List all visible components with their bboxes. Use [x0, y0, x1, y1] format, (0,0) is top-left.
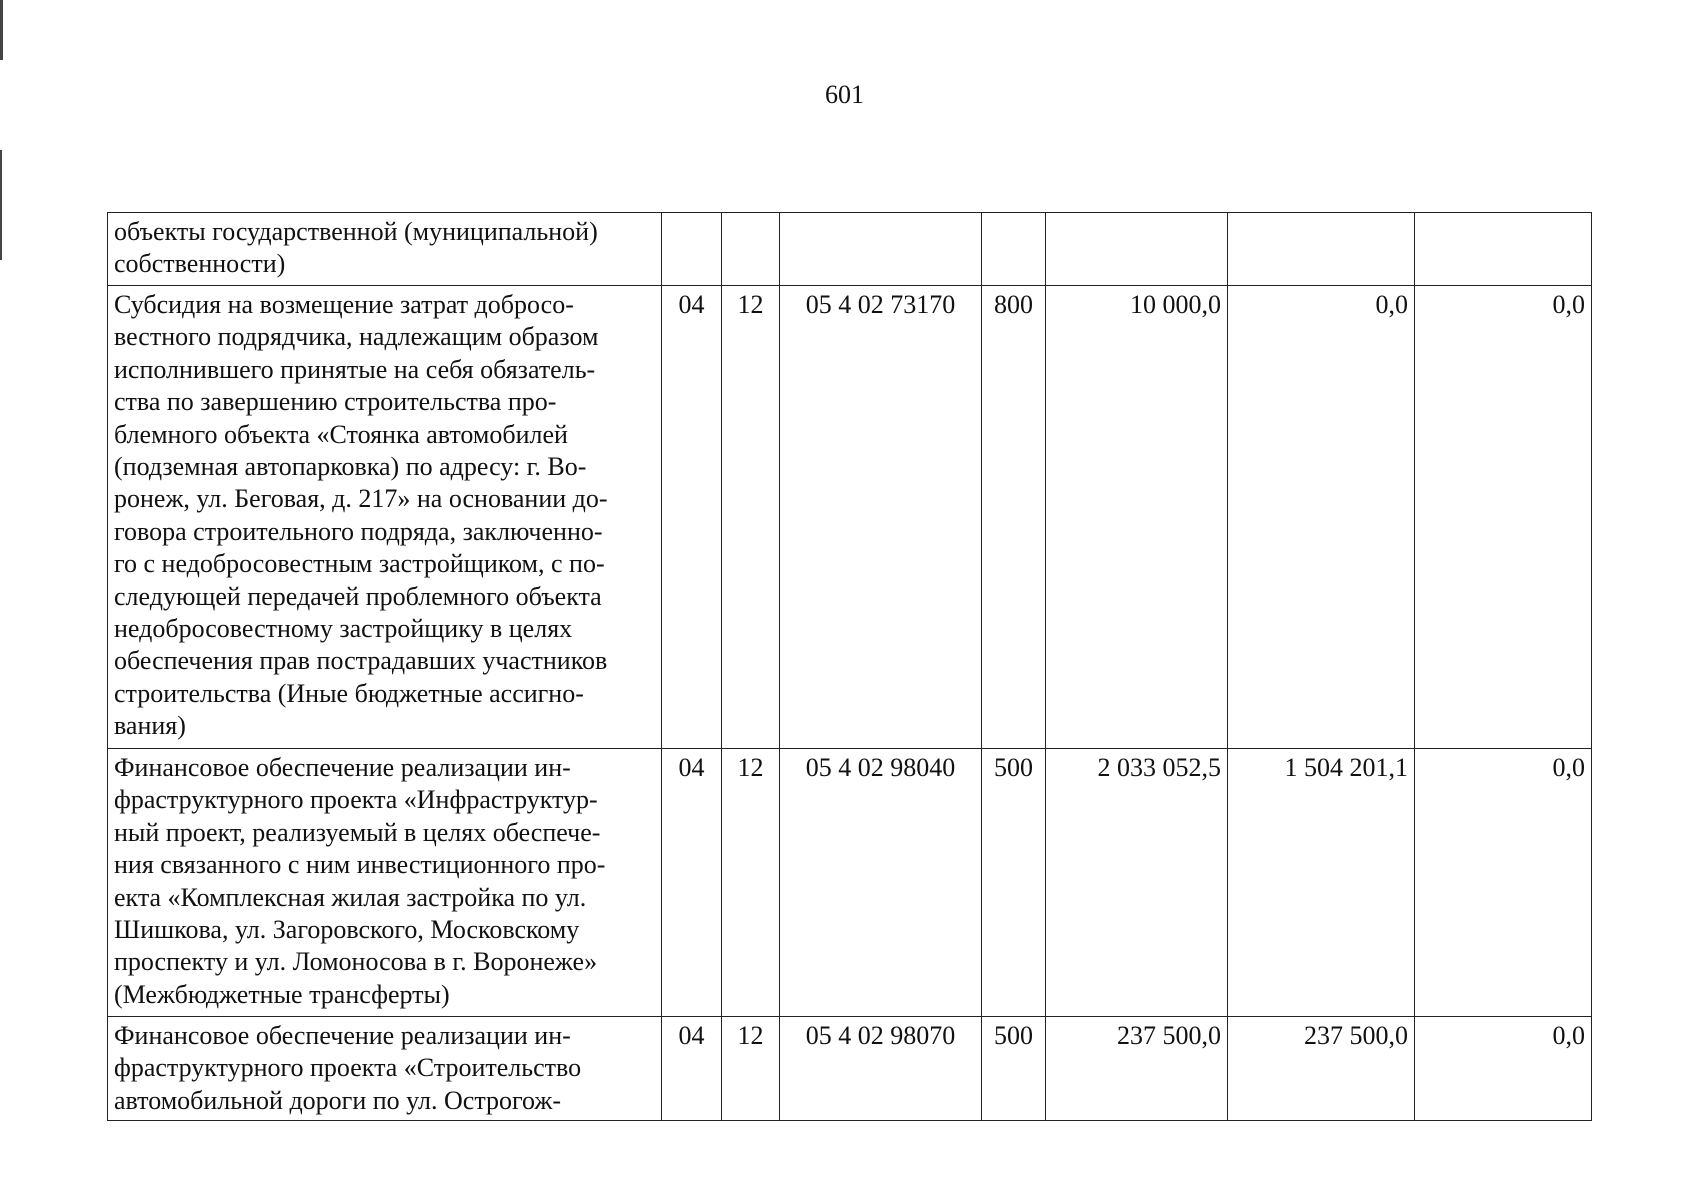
description-line: вания): [114, 711, 186, 741]
description-line: го с недобросовестным застройщиком, с по-: [114, 549, 605, 579]
description-line: собственности): [114, 249, 286, 279]
vr-cell: 500: [982, 749, 1046, 1017]
scan-edge-mark: [0, 150, 2, 260]
amount-year-1-cell: 10 000,0: [1046, 286, 1228, 749]
amount-year-3-cell: 0,0: [1415, 749, 1592, 1017]
description-line: ния связанного с ним инвестиционного про-: [114, 850, 606, 880]
description-line: исполнившего принятые на себя обязатель-: [114, 354, 596, 384]
row-description: [108, 1017, 662, 1121]
csr-cell: [780, 213, 982, 286]
table-row: [108, 213, 1592, 286]
description-line: фраструктурного проекта «Инфраструктур-: [114, 785, 598, 815]
description-line: проспекту и ул. Ломоносова в г. Воронеже»: [114, 947, 598, 977]
description-line: Финансовое обеспечение реализации ин-: [114, 753, 571, 782]
row-description: [108, 213, 662, 286]
pr-cell: [722, 213, 780, 286]
description-line: автомобильной дороги по ул. Острогож-: [114, 1085, 561, 1115]
vr-cell: 800: [982, 286, 1046, 749]
amount-year-3-cell: 0,0: [1415, 1017, 1592, 1121]
description-line: Шишкова, ул. Загоровского, Московскому: [114, 915, 580, 945]
description-line: (Межбюджетные трансферты): [114, 979, 450, 1009]
description-line: Субсидия на возмещение затрат добросо-: [114, 290, 574, 319]
description-line: ства по завершению строительства про-: [114, 387, 557, 417]
amount-year-1-cell: [1046, 213, 1228, 286]
description-line: говора строительного подряда, заключенно-: [114, 516, 603, 546]
amount-year-1-cell: 237 500,0: [1046, 1017, 1228, 1121]
pr-cell: 12: [722, 1017, 780, 1121]
description-line: следующей передачей проблемного объекта: [114, 581, 602, 611]
scan-edge-mark: [0, 0, 3, 60]
description-line: (подземная автопарковка) по адресу: г. Во-: [114, 452, 587, 482]
description-line: фраструктурного проекта «Строительство: [114, 1053, 582, 1083]
amount-year-2-cell: 1 504 201,1: [1228, 749, 1415, 1017]
amount-year-1-cell: 2 033 052,5: [1046, 749, 1228, 1017]
row-description: [108, 286, 662, 749]
rz-cell: 04: [662, 749, 722, 1017]
vr-cell: 500: [982, 1017, 1046, 1121]
description-line: строительства (Иные бюджетные ассигно-: [114, 678, 584, 708]
table-row: [108, 749, 1592, 1017]
amount-year-2-cell: [1228, 213, 1415, 286]
budget-table: [107, 212, 1592, 1121]
description-line: ронеж, ул. Беговая, д. 217» на основании до-: [114, 484, 608, 514]
amount-year-3-cell: [1415, 213, 1592, 286]
description-line: ный проект, реализуемый в целях обеспече-: [114, 817, 601, 847]
description-line: недобросовестному застройщику в целях: [114, 614, 573, 644]
csr-cell: 05 4 02 98040: [780, 749, 982, 1017]
description-line: обеспечения прав пострадавших участников: [114, 646, 608, 676]
vr-cell: [982, 213, 1046, 286]
description-line: вестного подрядчика, надлежащим образом: [114, 322, 599, 352]
description-line: объекты государственной (муниципальной): [114, 217, 598, 246]
row-description: [108, 749, 662, 1017]
rz-cell: 04: [662, 1017, 722, 1121]
description-line: Финансовое обеспечение реализации ин-: [114, 1021, 571, 1050]
amount-year-3-cell: 0,0: [1415, 286, 1592, 749]
pr-cell: 12: [722, 749, 780, 1017]
amount-year-2-cell: 0,0: [1228, 286, 1415, 749]
description-line: блемного объекта «Стоянка автомобилей: [114, 419, 568, 449]
amount-year-2-cell: 237 500,0: [1228, 1017, 1415, 1121]
table-row: [108, 286, 1592, 749]
table-row: [108, 1017, 1592, 1121]
csr-cell: 05 4 02 98070: [780, 1017, 982, 1121]
rz-cell: 04: [662, 286, 722, 749]
pr-cell: 12: [722, 286, 780, 749]
rz-cell: [662, 213, 722, 286]
page-number: 601: [825, 80, 864, 109]
description-line: екта «Комплексная жилая застройка по ул.: [114, 882, 587, 912]
csr-cell: 05 4 02 73170: [780, 286, 982, 749]
